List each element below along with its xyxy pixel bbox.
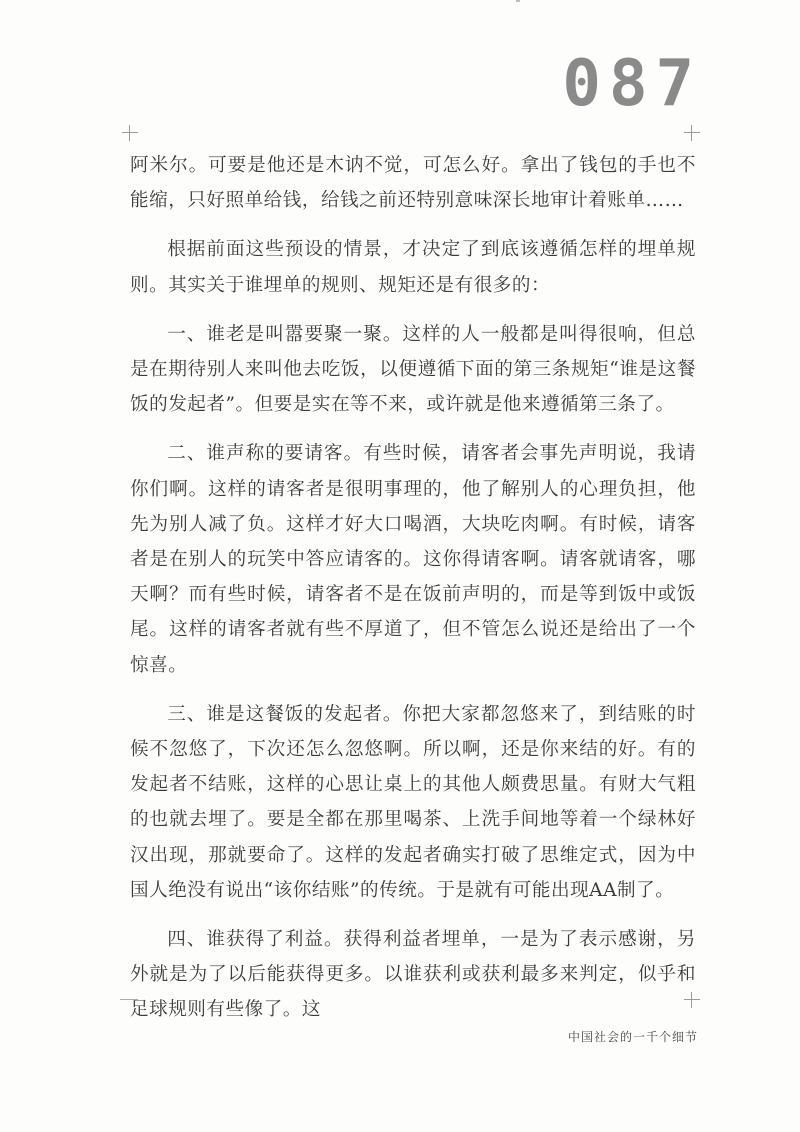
page-number: 087 bbox=[562, 47, 702, 121]
paragraph-3: 一、谁老是叫嚣要聚一聚。这样的人一般都是叫得很响，但总是在期待别人来叫他去吃饭，以便遵循下面的第三条规矩“谁是这餐饭的发起者”。但要是实在等不来，或许就是他来遵循第三条了。 bbox=[130, 323, 696, 416]
paragraph-2: 根据前面这些预设的情景，才决定了到底该遵循怎样的埋单规则。其实关于谁埋单的规则、规矩还是有很多的： bbox=[130, 239, 696, 296]
paragraph-1: 阿米尔。可要是他还是木讷不觉，可怎么好。拿出了钱包的手也不能缩，只好照单给钱，给钱之前还特别意味深长地审计着账单…… bbox=[130, 155, 696, 212]
paragraph-4: 二、谁声称的要请客。有些时候，请客者会事先声明说，我请你们啊。这样的请客者是很明事理的，他了解别人的心理负担，他先为别人减了负。这样才好大口喝酒，大块吃肉啊。有时候，请客者是在别人的玩笑中答应请客的。这你得请客啊。请客就请客，哪天啊？而有些时候，请客者不是在饭前声明的，而是等到饭中或饭尾。这样的请客者就有些不厚道了，但不管怎么说还是给出了一个惊喜。 bbox=[130, 443, 696, 676]
body-text bbox=[130, 148, 696, 1042]
paragraph-6: 四、谁获得了利益。获得利益者埋单，一是为了表示感谢，另外就是为了以后能获得更多。以谁获利或获利最多来判定，似乎和足球规则有些像了。这 bbox=[130, 929, 696, 1021]
crop-mark-top-left bbox=[122, 125, 138, 141]
scan-speck bbox=[516, 0, 520, 2]
running-footer: 中国社会的一千个细节 bbox=[567, 1030, 698, 1044]
paragraph-5: 三、谁是这餐饭的发起者。你把大家都忽悠来了，到结账的时候不忽悠了，下次还怎么忽悠啊。所以啊，还是你来结的好。有的发起者不结账，这样的心思让桌上的其他人颇费思量。有财大气粗的也就去埋了。要是全都在那里喝茶、上洗手间地等着一个绿林好汉出现，那就要命了。这样的发起者确实打破了思维定式，因为中国人绝没有说出“该你结账”的传统。于是就有可能出现AA制了。 bbox=[130, 703, 696, 901]
crop-mark-top-right bbox=[684, 125, 700, 141]
